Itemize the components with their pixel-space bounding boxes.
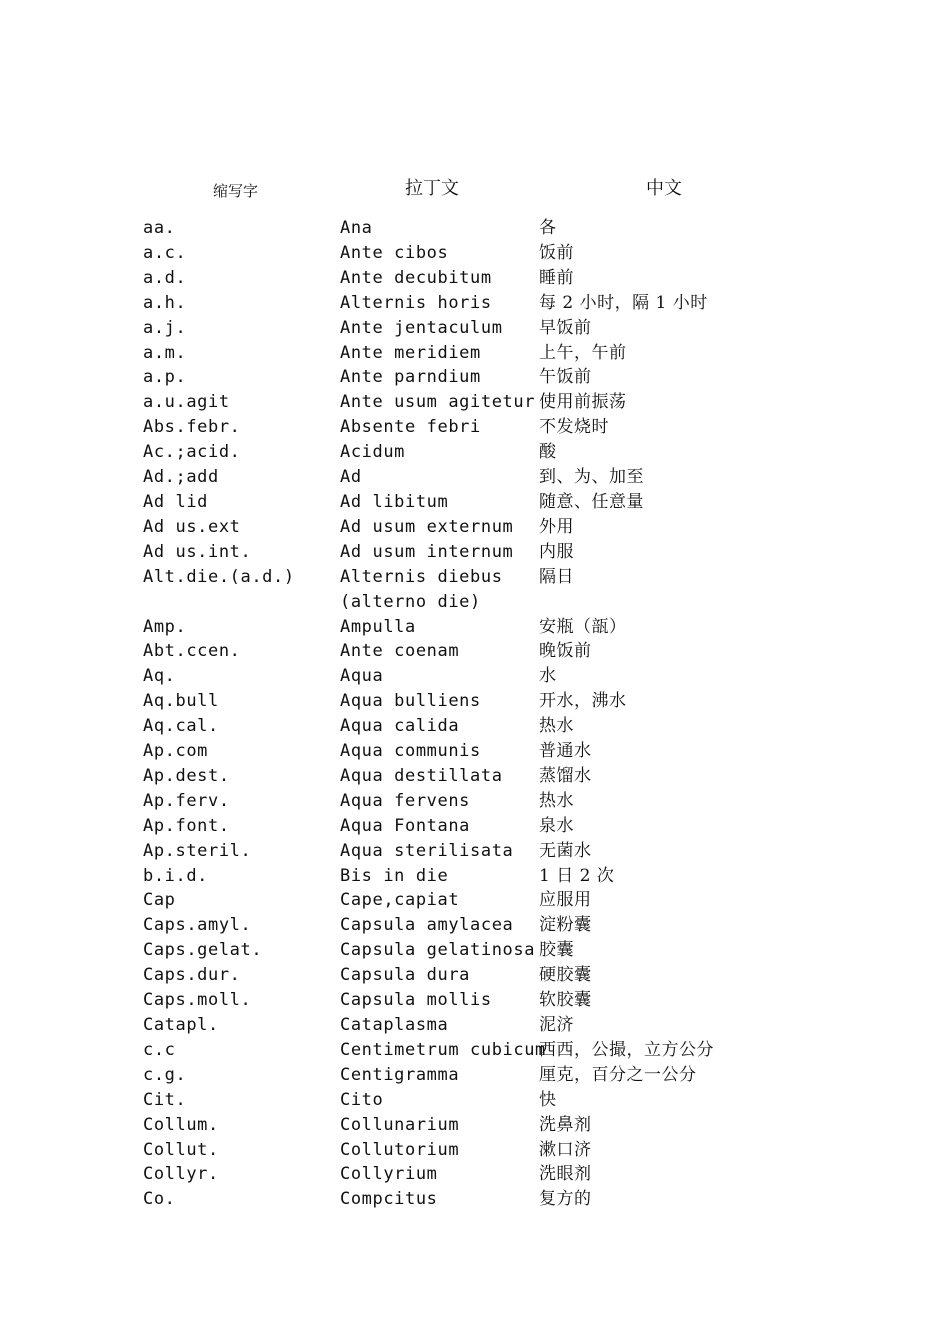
chinese-cell: 使用前振荡: [539, 392, 627, 413]
table-row: [143, 1162, 763, 1187]
latin-cell: Capsula mollis: [340, 990, 492, 1011]
latin-cell: Compcitus: [340, 1189, 438, 1210]
chinese-cell: 泥济: [539, 1015, 574, 1035]
chinese-cell: 普通水: [539, 741, 592, 762]
abbreviation-cell: a.h.: [143, 292, 187, 313]
table-row: [143, 789, 763, 814]
abbreviation-cell: a.c.: [143, 242, 187, 263]
latin-cell: Bis in die: [340, 865, 449, 886]
latin-cell: Centigramma: [340, 1064, 460, 1085]
latin-cell: Aqua fervens: [340, 790, 471, 811]
table-row: [143, 515, 763, 540]
chinese-cell: 午饭前: [539, 367, 592, 388]
table-row: [143, 316, 763, 341]
table-row: [143, 341, 763, 366]
abbreviation-cell: Collyr.: [143, 1164, 219, 1185]
chinese-cell: 1 日 2 次: [539, 865, 615, 886]
latin-cell: Capsula gelatinosa: [340, 940, 536, 961]
abbreviation-cell: Ad lid: [143, 491, 209, 512]
latin-cell: Ante coenam: [340, 641, 460, 662]
latin-cell: Aqua communis: [340, 741, 481, 762]
chinese-cell: 厘克，百分之一公分: [539, 1064, 697, 1085]
abbreviation-cell: Abs.febr.: [143, 417, 241, 438]
header-abbreviation: 缩写字: [213, 182, 259, 200]
latin-cell: Ante meridiem: [340, 342, 481, 363]
chinese-cell: 软胶囊: [539, 990, 592, 1011]
abbreviation-cell: Ap.ferv.: [143, 790, 230, 811]
table-row: [143, 1013, 763, 1038]
latin-cell: Aqua bulliens: [340, 691, 481, 712]
table-row: [143, 365, 763, 390]
chinese-cell: 洗眼剂: [539, 1164, 592, 1185]
chinese-cell: 开水，沸水: [539, 691, 627, 712]
abbreviation-cell: Collut.: [143, 1139, 219, 1160]
table-header: [0, 172, 950, 206]
abbreviation-cell: Cit.: [143, 1089, 187, 1110]
chinese-cell: 酸: [539, 442, 557, 463]
chinese-cell: 晚饭前: [539, 641, 592, 662]
chinese-cell: 胶囊: [539, 940, 574, 961]
chinese-cell: 复方的: [539, 1189, 592, 1210]
latin-cell: Centimetrum cubicum: [340, 1039, 546, 1060]
table-row: [143, 689, 763, 714]
latin-cell: Collyrium: [340, 1164, 438, 1185]
abbreviation-cell: [143, 590, 340, 615]
latin-cell: Cito: [340, 1089, 384, 1110]
table-row: [143, 888, 763, 913]
latin-cell: Ante usum agitetur: [340, 392, 536, 413]
abbreviation-cell: Caps.amyl.: [143, 915, 252, 936]
table-row: [143, 565, 763, 590]
latin-cell: Collunarium: [340, 1114, 460, 1135]
latin-cell: Capsula amylacea: [340, 915, 514, 936]
chinese-cell: 上午，午前: [539, 342, 627, 363]
chinese-cell: 洗鼻剂: [539, 1114, 592, 1135]
latin-cell: Ante parndium: [340, 367, 481, 388]
chinese-cell: 应服用: [539, 890, 592, 911]
table-row: [143, 714, 763, 739]
abbreviation-cell: Aq.bull: [143, 691, 219, 712]
abbreviation-cell: c.g.: [143, 1064, 187, 1085]
latin-cell: Aqua sterilisata: [340, 840, 514, 861]
table-row: [143, 490, 763, 515]
latin-cell: Ante cibos: [340, 242, 449, 263]
table-row: [143, 639, 763, 664]
chinese-cell: 硬胶囊: [539, 965, 592, 986]
latin-cell: Acidum: [340, 442, 406, 463]
table-row: [143, 963, 763, 988]
chinese-cell: 泉水: [539, 815, 574, 836]
abbreviation-cell: Caps.gelat.: [143, 940, 263, 961]
latin-cell: Ad usum externum: [340, 516, 514, 537]
abbreviation-cell: c.c: [143, 1039, 176, 1060]
table-row: [143, 241, 763, 266]
table-row: [143, 1138, 763, 1163]
latin-cell: Capsula dura: [340, 965, 471, 986]
chinese-cell: 外用: [539, 516, 574, 537]
abbreviation-cell: Amp.: [143, 616, 187, 637]
chinese-cell: 安瓶（瓿）: [539, 616, 627, 637]
abbreviation-cell: Ad us.int.: [143, 541, 252, 562]
latin-cell: Aqua: [340, 666, 384, 687]
abbreviation-cell: Collum.: [143, 1114, 219, 1135]
table-row: [143, 814, 763, 839]
header-latin: 拉丁文: [405, 178, 459, 199]
table-row: [143, 839, 763, 864]
table-row: [143, 291, 763, 316]
latin-cell: Cataplasma: [340, 1015, 449, 1035]
chinese-cell: 西西，公撮，立方公分: [539, 1039, 714, 1060]
latin-cell: Ampulla: [340, 616, 416, 637]
latin-cell: Ante jentaculum: [340, 317, 503, 338]
chinese-cell: 隔日: [539, 566, 574, 587]
table-row: [143, 1113, 763, 1138]
abbreviation-cell: Ap.steril.: [143, 840, 252, 861]
table-row: [143, 764, 763, 789]
latin-cell: Collutorium: [340, 1139, 460, 1160]
latin-cell: Ana: [340, 218, 373, 238]
table-row: [143, 540, 763, 565]
abbreviation-cell: Caps.moll.: [143, 990, 252, 1011]
chinese-cell: 饭前: [539, 242, 574, 263]
table-row: [143, 415, 763, 440]
latin-cell: Aqua calida: [340, 716, 460, 737]
chinese-cell: 淀粉囊: [539, 915, 592, 936]
abbreviation-cell: a.d.: [143, 267, 187, 288]
abbreviation-cell: Caps.dur.: [143, 965, 241, 986]
abbreviation-cell: Cap: [143, 890, 176, 911]
abbreviation-cell: Aq.cal.: [143, 716, 219, 737]
table-row: [143, 615, 763, 640]
abbreviation-cell: Alt.die.(a.d.): [143, 566, 295, 587]
latin-cell: Cape,capiat: [340, 890, 460, 911]
latin-cell: Ad usum internum: [340, 541, 514, 562]
table-row: [143, 1187, 763, 1212]
table-row: [143, 938, 763, 963]
table-row: [143, 590, 763, 615]
latin-cell: Aqua Fontana: [340, 815, 471, 836]
table-row: [143, 465, 763, 490]
abbreviation-table: [143, 216, 763, 1212]
chinese-cell: 漱口济: [539, 1139, 592, 1160]
abbreviation-cell: Ad.;add: [143, 467, 219, 488]
chinese-cell: 每 2 小时，隔 1 小时: [539, 292, 708, 313]
chinese-cell: 早饭前: [539, 317, 592, 338]
chinese-cell: 不发烧时: [539, 417, 609, 438]
abbreviation-cell: a.p.: [143, 367, 187, 388]
table-row: [143, 1088, 763, 1113]
abbreviation-cell: a.j.: [143, 317, 187, 338]
latin-cell: Absente febri: [340, 417, 481, 438]
latin-cell: (alterno die): [340, 591, 481, 612]
chinese-cell: 睡前: [539, 267, 574, 288]
abbreviation-cell: Ap.dest.: [143, 765, 230, 786]
abbreviation-cell: Co.: [143, 1189, 176, 1210]
latin-cell: Alternis diebus: [340, 566, 503, 587]
abbreviation-cell: Catapl.: [143, 1015, 219, 1035]
chinese-cell: 随意、任意量: [539, 491, 644, 512]
table-row: [143, 739, 763, 764]
abbreviation-cell: Ac.;acid.: [143, 442, 241, 463]
table-row: [143, 1063, 763, 1088]
table-row: [143, 390, 763, 415]
latin-cell: Ad: [340, 467, 362, 488]
table-row: [143, 988, 763, 1013]
abbreviation-cell: Ap.font.: [143, 815, 230, 836]
abbreviation-cell: a.u.agit: [143, 392, 230, 413]
abbreviation-cell: Abt.ccen.: [143, 641, 241, 662]
table-row: [143, 440, 763, 465]
latin-cell: Ad libitum: [340, 491, 449, 512]
abbreviation-cell: Ap.com: [143, 741, 209, 762]
chinese-cell: 内服: [539, 541, 574, 562]
table-row: [143, 1038, 763, 1063]
header-chinese: 中文: [646, 178, 682, 199]
table-row: [143, 216, 763, 241]
abbreviation-cell: Ad us.ext: [143, 516, 241, 537]
abbreviation-cell: a.m.: [143, 342, 187, 363]
table-row: [143, 266, 763, 291]
chinese-cell: 热水: [539, 790, 574, 811]
chinese-cell: 热水: [539, 716, 574, 737]
chinese-cell: 无菌水: [539, 840, 592, 861]
abbreviation-cell: b.i.d.: [143, 865, 209, 886]
chinese-cell: 水: [539, 666, 557, 687]
chinese-cell: 蒸馏水: [539, 765, 592, 786]
abbreviation-cell: Aq.: [143, 666, 176, 687]
chinese-cell: 快: [539, 1089, 557, 1110]
table-row: [143, 664, 763, 689]
latin-cell: Ante decubitum: [340, 267, 492, 288]
latin-cell: Alternis horis: [340, 292, 492, 313]
table-row: [143, 864, 763, 889]
table-row: [143, 913, 763, 938]
latin-cell: Aqua destillata: [340, 765, 503, 786]
abbreviation-cell: aa.: [143, 218, 176, 238]
chinese-cell: 到、为、加至: [539, 467, 644, 488]
chinese-cell: 各: [539, 218, 557, 238]
